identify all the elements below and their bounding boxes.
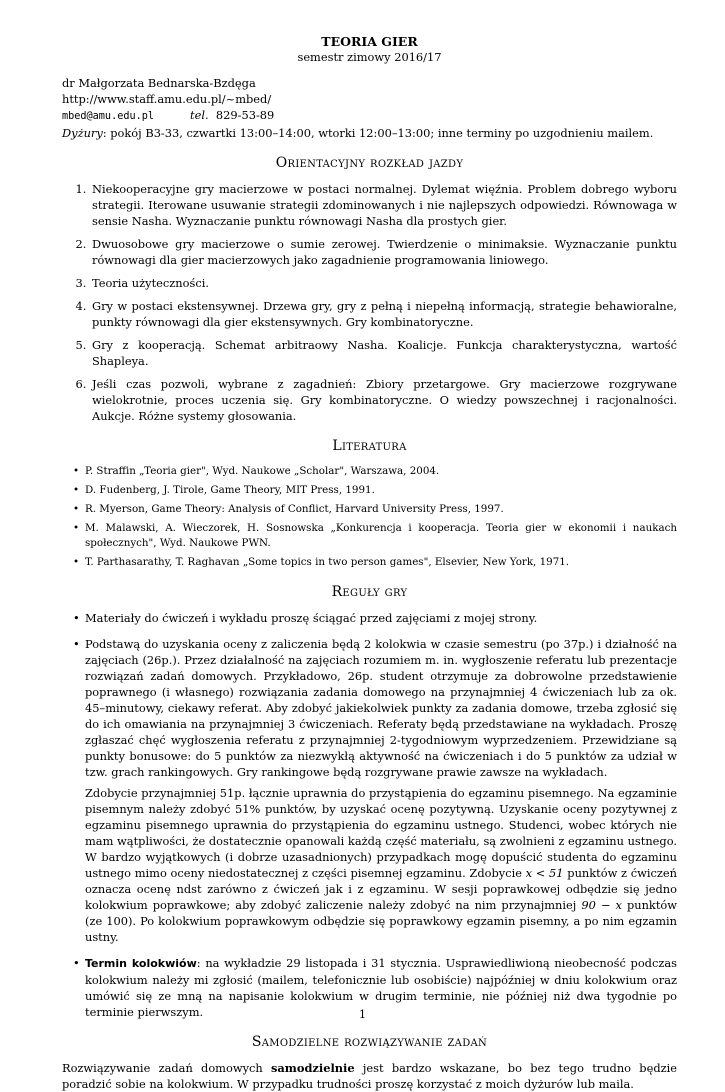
self-study-text-part: Rozwiązywanie zadań domowych bbox=[62, 1061, 271, 1075]
lecturer-name: dr Małgorzata Bednarska-Bzdęga bbox=[62, 76, 256, 90]
lecturer-url[interactable]: http://www.staff.amu.edu.pl/~mbed/ bbox=[62, 92, 272, 106]
plan-item: 5. Gry z kooperacją. Schemat arbitraowy Nasha. Koalicje. Funkcja charakterystyczna, wartość Shapleya. bbox=[90, 337, 677, 369]
rules-item-grading bbox=[75, 636, 677, 945]
rules-grading-text: Podstawą do uzyskania oceny z zaliczenia będą 2 kolokwia w czasie semestru (po 37p.) i działność na zajęciach (26p.). Przez działalność na zajęciach rozumiem m. in. wygłoszenie referatu lub prezentacje rozwiązań zadań domowych. Przykładowo, 26p. student otrzymuje za dobrowolne przedstawienie poprawnego (i własnego) rozwiązania zadania domowego na przynajmniej 4 ćwiczeniach lub za ok. 45–minutowy, ciekawy referat. Aby zdobyć jakiekolwiek punkty za zadania domowe, trzeba zgłosić się do ich omawiania na przynajmniej 3 ćwiczeniach. Referaty będą przedstawiane na wykładach. Proszę zgłaszać chęć wygłoszenia referatu z przynajmniej 2-tygodniowym wyprzedzeniem. Przewidziane są punkty bonusowe: do 5 punktów za niezwykłą aktywność na ćwiczeniach i do 5 punktów za udział w tzw. grach rankingowych. Gry rankingowe będą rozgrywane prawie zawsze na wykładach. bbox=[85, 637, 677, 779]
literature-item: • R. Myerson, Game Theory: Analysis of Conflict, Harvard University Press, 1997. bbox=[75, 502, 677, 517]
document-title: TEORIA GIER bbox=[321, 34, 418, 49]
rules-item-materials bbox=[75, 610, 677, 626]
plan-item: 2. Dwuosobowe gry macierzowe o sumie zerowej. Twierdzenie o minimaksie. Wyznaczanie punktu równowagi dla gier macierzowych jako zagadnienie programowania liniowego. bbox=[90, 236, 677, 268]
plan-list bbox=[62, 181, 677, 424]
tel-number: 829-53-89 bbox=[215, 108, 275, 122]
rules-exam-text-part: Zdobycie przynajmniej 51p. łącznie uprawnia do przystąpienia do egzaminu pisemnego. Na egzaminie pisemnym należy zdobyć 51% punktów, by uzyskać ocenę pozytywną. Uzyskanie oceny pozytywnej z egzaminu pisemnego uprawnia do przystąpienia do egzaminu ustnego. Studenci, wobec których nie mam wątpliwości, że dostatecznie opanowali każdą część materiału, są zwolnieni z egzaminu ustnego. W bardzo wyjątkowych (i dobrze uzasadnionych) przypadkach mogę dopuścić studenta do egzaminu ustnego mimo oceny niedostatecznej z części pisemnej egzaminu. Zdobycie bbox=[85, 786, 677, 880]
office-text: : pokój B3-33, czwartki 13:00–14:00, wtorki 12:00–13:00; inne terminy po uzgodnieniu mailem. bbox=[102, 126, 654, 140]
self-study-text-part: jest bardzo wskazane, bo bez tego trudno będzie poradzić sobie na kolokwium. W przypadku trudności proszę korzystać z moich dyżurów lub maila. bbox=[62, 1061, 677, 1091]
self-study-text bbox=[62, 1060, 677, 1092]
rules-list bbox=[62, 610, 677, 1020]
test-dates-body: : na wykładzie 29 listopada i 31 stycznia. Usprawiedliwioną nieobecność podczas kolokwium należy mi zgłosić (mailem, telefonicznie lub osobiście) najpóźniej w dniu kolokwium oraz umówić się ze mną na napisanie kolokwium w drugim terminie, nie później niż dwa tygodnie po terminie pierwszym. bbox=[85, 956, 677, 1019]
office-hours bbox=[62, 125, 677, 141]
self-study-emphasis: samodzielnie bbox=[271, 1061, 355, 1075]
rules-exam-text-part: punktów (ze 100). Po kolokwium poprawkowym odbędzie się poprawkowy egzamin pisemny, a po nim egzamin ustny. bbox=[85, 898, 678, 944]
tel-label: tel. bbox=[190, 108, 209, 122]
literature-list bbox=[62, 464, 677, 570]
bullet-icon: • bbox=[73, 956, 80, 970]
document-page bbox=[62, 34, 677, 1092]
plan-item: 1. Niekooperacyjne gry macierzowe w postaci normalnej. Dylemat więźnia. Problem dobrego wyboru strategii. Iterowane usuwanie strategii zdominowanych i nie najlepszych odpowiedzi. Równowaga w sensie Nasha. Wyznaczanie punktu równowagi Nasha dla prostych gier. bbox=[90, 181, 677, 229]
literature-item: • P. Straffin „Teoria gier", Wyd. Naukowe „Scholar", Warszawa, 2004. bbox=[75, 464, 677, 479]
page-number: 1 bbox=[358, 1007, 367, 1021]
bullet-icon: • bbox=[73, 611, 80, 625]
literature-heading: Literatura bbox=[332, 438, 407, 454]
rules-materials-text: Materiały do ćwiczeń i wykładu proszę ściągać przed zajęciami z mojej strony. bbox=[85, 611, 538, 625]
self-study-heading: Samodzielne rozwiązywanie zadań bbox=[251, 1034, 488, 1050]
lecturer-email[interactable]: mbed@amu.edu.pl bbox=[62, 111, 155, 122]
bullet-icon: • bbox=[73, 637, 80, 651]
rules-exam-text bbox=[85, 785, 677, 945]
literature-item: • T. Parthasarathy, T. Raghavan „Some topics in two person games", Elsevier, New York, 1971. bbox=[75, 555, 677, 570]
test-dates-label: Termin kolokwiów bbox=[85, 957, 197, 970]
plan-item: 4. Gry w postaci ekstensywnej. Drzewa gry, gry z pełną i niepełną informacją, strategie behawioralne, punkty równowagi dla gier ekstensywnych. Gry kombinatoryczne. bbox=[90, 298, 677, 330]
literature-item: • D. Fudenberg, J. Tirole, Game Theory, MIT Press, 1991. bbox=[75, 483, 677, 498]
literature-item: • M. Malawski, A. Wieczorek, H. Sosnowska „Konkurencja i kooperacja. Teoria gier w ekonomii i naukach społecznych", Wyd. Naukowe PWN. bbox=[75, 521, 677, 551]
rules-heading: Reguły gry bbox=[331, 584, 408, 600]
plan-item: 3. Teoria użyteczności. bbox=[90, 275, 677, 291]
rules-exam-text-part: punktów z ćwiczeń oznacza ocenę ndst zarówno z ćwiczeń jak i z egzaminu. W sesji poprawkowej odbędzie się jedno kolokwium poprawkowe; aby zdobyć zaliczenie należy zdobyć na nim przynajmniej bbox=[85, 866, 677, 912]
math-expression: 90 − x bbox=[581, 898, 622, 912]
math-expression: x < 51 bbox=[525, 866, 564, 880]
plan-item: 6. Jeśli czas pozwoli, wybrane z zagadnień: Zbiory przetargowe. Gry macierzowe rozgrywane wielokrotnie, proces uczenia się. Gry kombinatoryczne. O wiedzy powszechnej i racjonalności. Aukcje. Różne systemy głosowania. bbox=[90, 376, 677, 424]
contact-line bbox=[62, 107, 677, 125]
document-subtitle: semestr zimowy 2016/17 bbox=[297, 50, 442, 64]
office-label: Dyżury bbox=[62, 126, 103, 140]
plan-heading: Orientacyjny rozkład jazdy bbox=[275, 155, 464, 171]
